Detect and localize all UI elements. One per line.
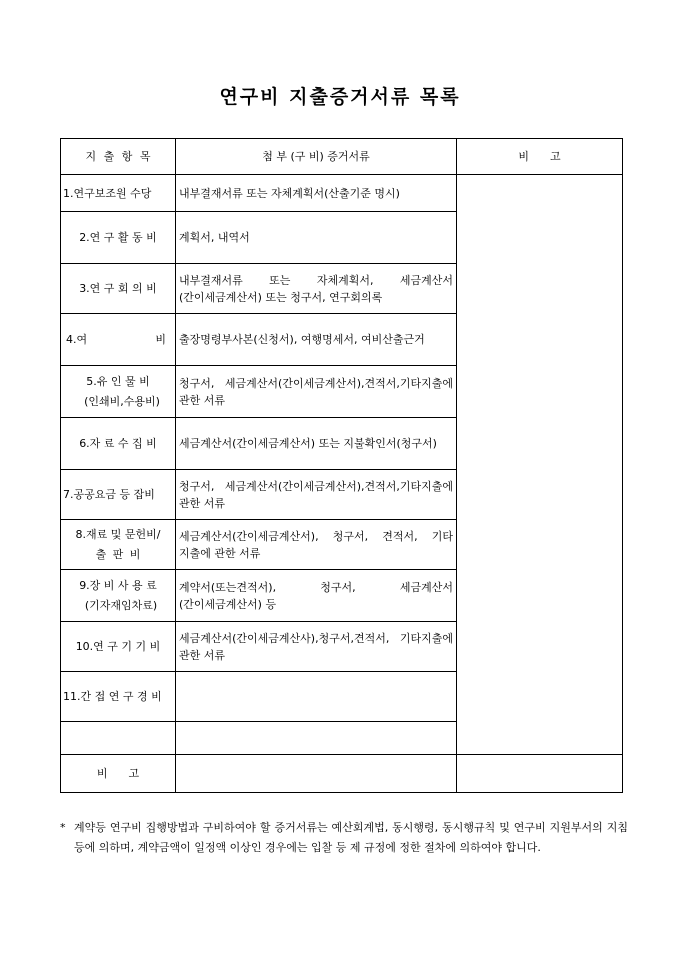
expense-item-label: 7.공공요금 등 잡비 [63,488,155,501]
expense-item-label: 3.연 구 회 의 비 [79,282,157,295]
expense-item-label-part: 4.여 [66,333,88,346]
evidence-docs-cell: 세금계산서(간이세금계산서), 청구서, 견적서, 기타 지출에 관한 서류 [176,520,457,570]
footnote-mark: * [60,821,66,834]
expense-item-cell [61,314,176,366]
expense-item-label: 5.유 인 물 비 [86,374,150,388]
expense-item-cell [61,470,176,520]
header-expense-item: 지 출 항 목 [61,139,176,175]
expense-item-label: 11.간 접 연 구 경 비 [63,690,162,703]
expense-item-cell [61,520,176,570]
evidence-docs-cell: 내부결재서류 또는 자체계획서, 세금계산서(간이세금계산서) 또는 청구서, 연구회의록 [176,264,457,314]
expense-item-cell [61,722,176,755]
evidence-docs-cell: 세금계산서(간이세금계산사),청구서,견적서, 기타지출에 관한 서류 [176,622,457,672]
evidence-docs-cell: 청구서, 세금계산서(간이세금계산서),견적서,기타지출에 관한 서류 [176,470,457,520]
footnote-text: 계약등 연구비 집행방법과 구비하여야 할 증거서류는 예산회계법, 동시행령, 동시행규칙 및 연구비 지원부서의 지침 등에 의하며, 계약금액이 일정액 이상인 경우에는 입찰 등 제 규정에 정한 절차에 의하여야 합니다. [74,821,628,854]
evidence-docs-cell: 청구서, 세금계산서(간이세금계산서),견적서,기타지출에 관한 서류 [176,366,457,418]
document-title: 연구비 지출증거서류 목록 [219,86,461,108]
evidence-docs-cell: 세금계산서(간이세금계산서) 또는 지불확인서(청구서) [176,418,457,470]
expense-item-cell [61,570,176,622]
evidence-docs-cell: 계획서, 내역서 [176,212,457,264]
expense-item-cell [61,264,176,314]
expense-item-label [66,331,172,348]
evidence-docs-cell: 내부결재서류 또는 자체계획서(산출기준 명시) [176,175,457,212]
table-row [61,175,623,212]
expense-item-cell [61,672,176,722]
table-header-row [61,139,623,175]
evidence-docs-cell: 계약서(또는견적서), 청구서, 세금계산서(간이세금계산서) 등 [176,570,457,622]
expense-item-cell [61,366,176,418]
expense-item-label: 8.재료 및 문헌비/ [75,527,161,541]
expense-item-cell [61,622,176,672]
evidence-docs-cell [176,672,457,722]
expense-item-cell [61,418,176,470]
expense-item-label: 1.연구보조원 수당 [63,186,152,200]
expense-item-sublabel: (기자재임차료) [84,598,158,612]
summary-note-cell [457,755,623,793]
expense-item-label-part: 비 [155,333,166,346]
expense-item-label: 9.장 비 사 용 료 [79,578,157,592]
expense-item-cell [61,212,176,264]
summary-row [61,755,623,793]
remarks-cell [457,175,623,755]
summary-docs-cell [176,755,457,793]
expense-item-sublabel: 출 판 비 [95,547,141,561]
expense-item-cell [61,175,176,212]
expense-item-label: 2.연 구 활 동 비 [79,231,157,244]
evidence-docs-cell: 출장명령부사본(신청서), 여행명세서, 여비산출근거 [176,314,457,366]
summary-remarks-label: 비 고 [61,755,176,793]
header-remarks: 비 고 [457,139,623,175]
expense-item-label: 6.자 료 수 집 비 [79,437,157,450]
evidence-documents-table [60,138,623,793]
expense-item-label: 10.연 구 기 기 비 [75,640,161,653]
expense-item-sublabel: (인쇄비,수용비) [84,394,160,408]
header-evidence-documents: 첨 부 (구 비) 증거서류 [176,139,457,175]
evidence-docs-cell [176,722,457,755]
footnote [60,818,628,858]
